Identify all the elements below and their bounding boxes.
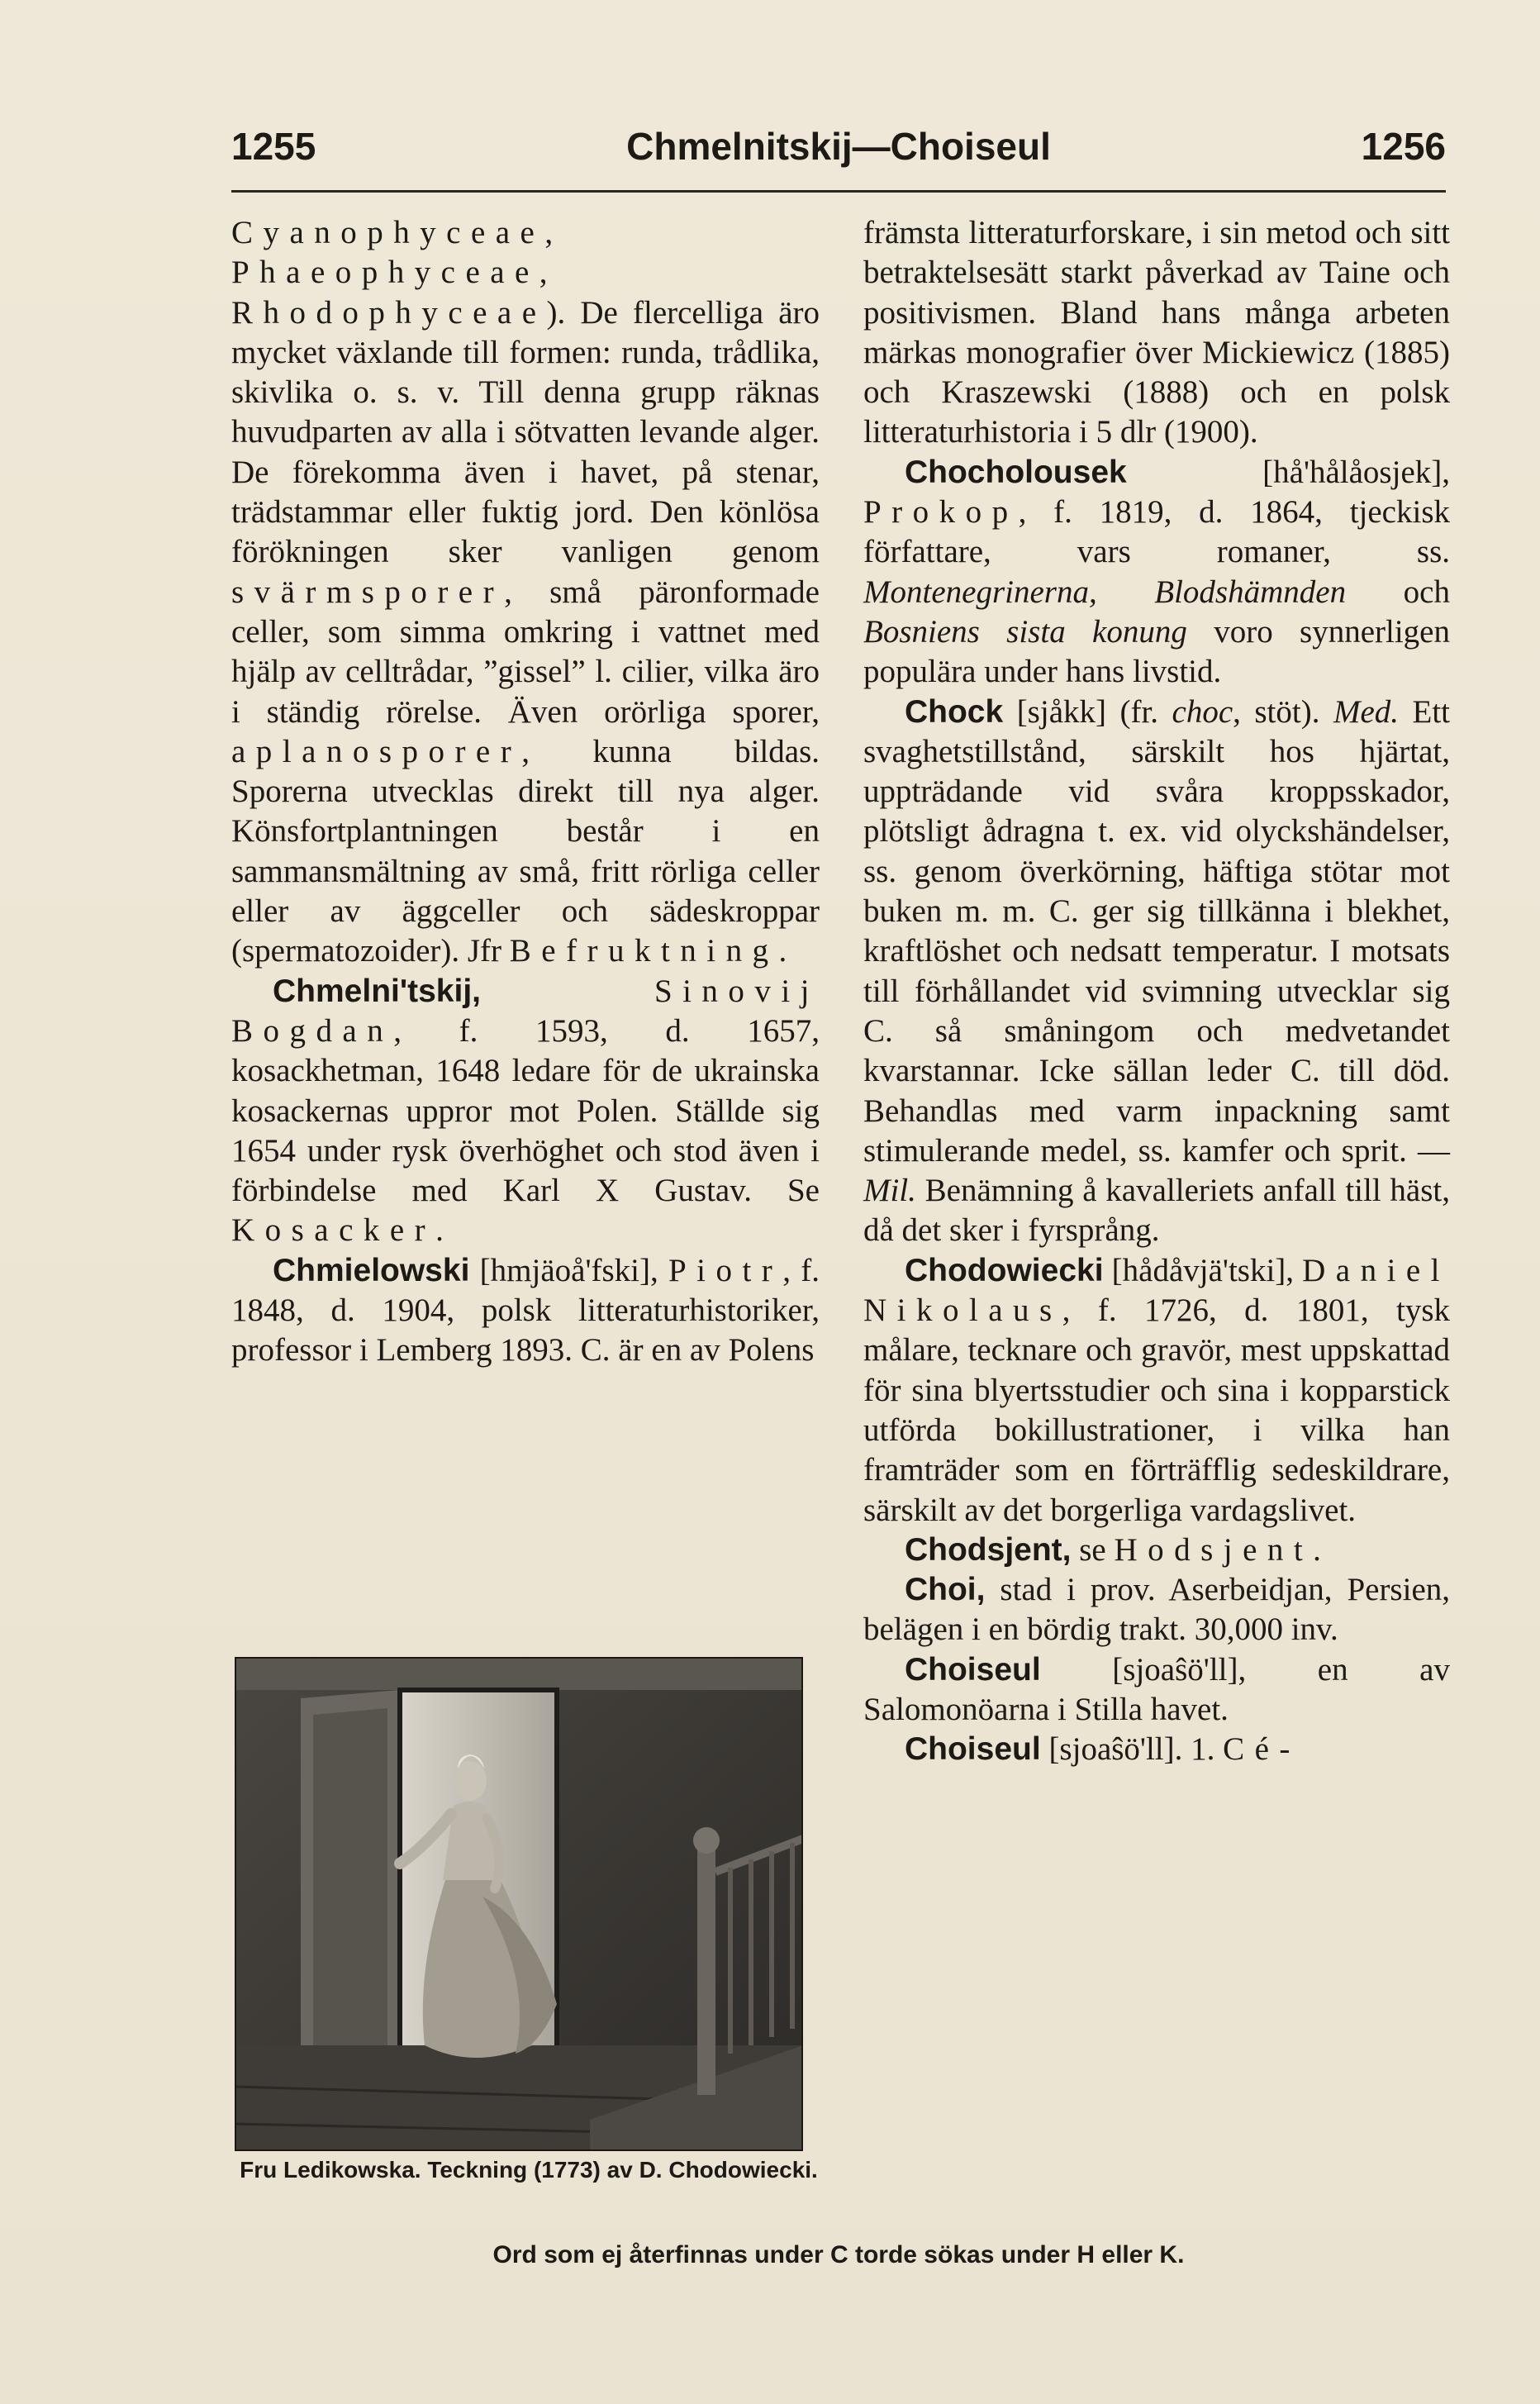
entry-text: stad i prov. Aserbeidjan, Persien, belägen i en bördig trakt. 30,000 inv. xyxy=(863,1572,1450,1648)
spaced-term: Rhodophyceae xyxy=(231,294,547,331)
drawing-image xyxy=(235,1657,803,2151)
entry-text: Benämning å kavalleriets anfall till häst, då det sker i fyrsprång. xyxy=(863,1173,1450,1249)
cross-reference: Hodsjent xyxy=(1114,1531,1314,1568)
entry-choiseul-island xyxy=(863,1650,1450,1730)
left-column xyxy=(231,213,820,1371)
page-number-left: 1255 xyxy=(231,125,316,168)
pronunciation: [hmjäoå'fski], xyxy=(469,1252,668,1288)
entry-text: ). De flercelliga äro mycket växlande till formen: runda, trådlika, skivlika o. s. v. Till denna grupp räknas huvudparten av alla i sötvatten levande alger. De förekomma även i havet, på stenar, trädstammar eller fuktig jord. Den könlösa förökningen sker vanligen genom xyxy=(231,294,820,570)
headword: Choiseul xyxy=(905,1651,1041,1688)
entry-text: voro synnerligen populära under hans livstid. xyxy=(863,613,1450,690)
illustration-drawing xyxy=(235,1657,803,2151)
italic-abbrev: Med. xyxy=(1333,693,1400,730)
entry-chodowiecki xyxy=(863,1251,1450,1530)
page-footer-note: Ord som ej återfinnas under C torde sökas under H eller K. xyxy=(492,2241,1185,2268)
entry-text: , kunna bildas. Sporerna utvecklas direkt till nya alger. Könsfortplantningen består i en sammansmältning av små, fritt rörliga celler eller av äggceller och sädeskroppar (spermatozoider). Jfr xyxy=(231,733,820,969)
entry-text: , f. 1848, d. 1904, polsk litteraturhistoriker, professor i Lemberg 1893. C. är en av Polens xyxy=(231,1252,820,1369)
entry-chmelnitskij: Chmelni'tskij, Sinovij Bogdan, f. 1593, d. 1657, kosackhetman, 1648 ledare för de ukrainska kosackernas uppror mot Polen. Ställde sig 1654 under rysk överhöghet och stod även i förbindelse med Karl X Gustav. Se Kosacker. xyxy=(231,973,820,1249)
headword: Chodowiecki xyxy=(905,1252,1104,1288)
headword: Chocholousek xyxy=(905,454,1127,490)
entry-chocholousek: Chocholousek [hå'hålåosjek], Prokop, f. 1819, d. 1864, tjeckisk författare, vars romaner, ss. Montenegrinerna, Blodshämnden och Bosniens sista konung voro synnerligen populära under hans livstid. xyxy=(863,454,1450,690)
headword: Chmelni'tskij, xyxy=(273,973,481,1009)
headword: Chock xyxy=(905,693,1004,730)
entry-chmielowski xyxy=(231,1251,820,1371)
running-header xyxy=(231,124,1446,182)
pronunciation: [sjåkk] (fr. xyxy=(1003,693,1172,730)
entry-text: , f. 1593, d. 1657, kosackhetman, 1648 ledare för de ukrainska kosackernas uppror mot Polen. Ställde sig 1654 under rysk överhöghet och stod även i förbindelse med Karl X Gustav. Se xyxy=(231,1012,820,1209)
entry-choi xyxy=(863,1570,1450,1650)
spaced-term: Cyanophyceae, xyxy=(231,215,563,250)
pronunciation: [hådåvjä'tski], xyxy=(1103,1252,1303,1288)
entry-chock: Chock [sjåkk] (fr. choc, stöt). Med. Ett svaghetstillstånd, särskilt hos hjärtat, uppträdande vid svåra kroppsskador, plötsligt ådragna t. ex. vid olyckshändelser, ss. genom överkörning, häftiga stötar mot buken m. m. C. ger sig tillkänna i blekhet, kraftlöshet och nedsatt temperatur. I motsats till förhållandet vid svimning utvecklar sig C. så småningom och medvetandet kvarstannar. Icke sällan leder C. till död. Behandlas med varm inpackning samt stimulerande medel, ss. kamfer och sprit. — Mil. Benämning å kavalleriets anfall till häst, då det sker i fyrsprång. xyxy=(863,693,1450,1249)
italic-word: choc xyxy=(1172,693,1233,730)
algae-entry-continuation: Cyanophyceae, Phaeophyceae, Rhodophyceae). De flercelliga äro mycket växlande till formen: runda, trådlika, skivlika o. s. v. Till denna grupp räknas huvudparten av alla i sötvatten levande alger. De förekomma även i havet, på stenar, trädstammar eller fuktig jord. Den könlösa förökningen sker vanligen genom svärmsporer, små päronformade celler, som simma omkring i vattnet med hjälp av celltrådar, ”gissel” l. cilier, vilka äro i ständig rörelse. Även orörliga sporer, aplanosporer, kunna bildas. Sporerna utvecklas direkt till nya alger. Könsfortplantningen består i en sammansmältning av små, fritt rörliga celler eller av äggceller och sädeskroppar (spermatozoider). Jfr Befruktning. xyxy=(231,215,820,969)
spaced-term: aplanosporer xyxy=(231,733,522,769)
spaced-name: Cé- xyxy=(1223,1731,1300,1768)
headword: Choiseul xyxy=(905,1731,1041,1768)
spaced-name: Piotr xyxy=(668,1252,783,1288)
right-column xyxy=(863,213,1450,1770)
chmielowski-continuation: främsta litteraturforskare, i sin metod och sitt betraktelsesätt starkt påverkad av Taine och positivismen. Bland hans många arbeten märkas monografier över Mickiewicz (1885) och Kraszewski (1888) och en polsk litteraturhistoria i 5 dlr (1900). xyxy=(863,215,1450,450)
headword: Chodsjent, xyxy=(905,1531,1072,1568)
figure-caption: Fru Ledikowska. Teckning (1773) av D. Chodowiecki. xyxy=(240,2157,818,2183)
pronunciation: [hå'hålåosjek], xyxy=(1126,454,1450,490)
italic-title: Bosniens sista konung xyxy=(863,613,1187,650)
entry-text: [sjoaŝö'll], en av Salomonöarna i Stilla havet. xyxy=(863,1651,1450,1727)
cross-reference: Kosacker xyxy=(231,1212,436,1249)
headword: Choi, xyxy=(905,1572,986,1608)
italic-title: Montenegrinerna, Blodshämnden xyxy=(863,574,1347,610)
header-rule xyxy=(231,190,1446,193)
spaced-name: Sinovij Bogdan xyxy=(231,973,820,1049)
entry-text: , små päronformade celler, som simma omkring i vattnet med hjälp av celltrådar, ”gissel” l. cilier, vilka äro i ständig rörelse. Även orörliga sporer, xyxy=(231,574,820,730)
running-title: Chmelnitskij—Choiseul xyxy=(626,125,1051,168)
entry-text: , f. 1819, d. 1864, tjeckisk författare, vars romaner, ss. xyxy=(863,494,1450,570)
spaced-term: svärmsporer xyxy=(231,574,505,610)
spaced-term: Phaeophyceae, xyxy=(231,255,558,291)
entry-choiseul-person: Choiseul [sjoaŝö'll]. 1. Cé- xyxy=(905,1731,1300,1768)
cross-reference: Befruktning xyxy=(509,933,779,969)
spaced-name: Prokop xyxy=(863,494,1019,531)
spaced-name: Daniel Nikolaus xyxy=(863,1252,1450,1329)
headword: Chmielowski xyxy=(273,1252,470,1288)
italic-abbrev: Mil. xyxy=(863,1173,916,1209)
page-number-right: 1256 xyxy=(1361,125,1446,168)
entry-chodsjent: Chodsjent, se Hodsjent. xyxy=(905,1531,1321,1568)
entry-text: Ett svaghetstillstånd, särskilt hos hjärtat, uppträdande vid svåra kroppsskador, plötsligt ådragna t. ex. vid olyckshändelser, ss. genom överkörning, häftiga stötar mot buken m. m. C. ger sig tillkänna i blekhet, kraftlöshet och nedsatt temperatur. I motsats till förhållandet vid svimning utvecklar sig C. så småningom och medvetandet kvarstannar. Icke sällan leder C. till död. Behandlas med varm inpackning samt stimulerande medel, ss. kamfer och sprit. — xyxy=(863,693,1450,1169)
entry-text: , f. 1726, d. 1801, tysk målare, tecknare och gravör, mest uppskattad för sina blyertsstudier och sina i kopparstick utförda bokillustrationer, i vilka han framträder som en förträfflig sedeskildrare, särskilt av det borgerliga vardagslivet. xyxy=(863,1292,1450,1528)
